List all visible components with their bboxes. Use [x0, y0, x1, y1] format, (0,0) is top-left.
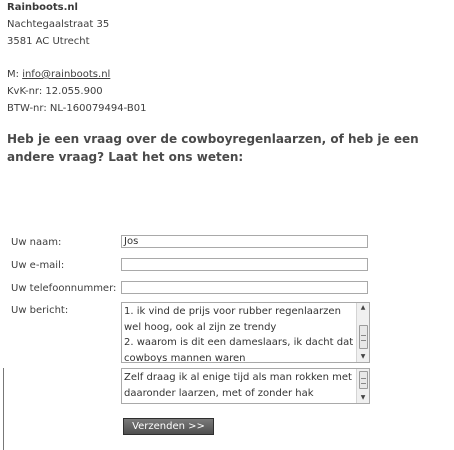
email-line	[7, 69, 110, 80]
left-divider	[3, 368, 4, 450]
extra-scroll-down-icon[interactable]: ▼	[360, 394, 366, 401]
email-link[interactable]: info@rainboots.nl	[22, 69, 111, 80]
extra-textarea[interactable]	[121, 368, 370, 404]
message-text: 1. ik vind de prijs voor rubber regenlaarzen wel hoog, ook al zijn ze trendy 2. waarom is dit een dameslaars, ik dacht dat cowboys mannen waren	[124, 306, 354, 363]
extra-scroll-thumb[interactable]	[359, 371, 368, 389]
message-textarea[interactable]	[121, 302, 370, 363]
btw-number: BTW-nr: NL-160079494-B01	[7, 103, 147, 114]
submit-button[interactable]: Verzenden >>	[123, 418, 214, 435]
contact-heading: Heb je een vraag over de cowboyregenlaarzen, of heb je een andere vraag? Laat het ons weten:	[7, 132, 419, 164]
scroll-down-icon[interactable]: ▼	[360, 353, 366, 360]
email-input[interactable]	[121, 258, 368, 271]
phone-label: Uw telefoonnummer:	[11, 283, 117, 294]
extra-text: Zelf draag ik al enige tijd als man rokken met daaronder laarzen, met of zonder hak	[124, 372, 352, 399]
phone-input[interactable]	[121, 281, 368, 294]
message-scrollbar[interactable]	[356, 303, 369, 362]
extra-scrollbar[interactable]	[356, 369, 369, 403]
name-label: Uw naam:	[11, 237, 62, 248]
company-name: Rainboots.nl	[7, 2, 78, 13]
city-address: 3581 AC Utrecht	[7, 36, 90, 47]
scroll-up-icon[interactable]: ▲	[360, 304, 366, 311]
name-input[interactable]: Jos	[121, 235, 368, 248]
street-address: Nachtegaalstraat 35	[7, 19, 110, 30]
message-label: Uw bericht:	[11, 305, 69, 316]
email-label: Uw e-mail:	[11, 260, 65, 271]
email-prefix: M:	[7, 69, 23, 80]
scroll-thumb[interactable]	[359, 325, 368, 349]
kvk-number: KvK-nr: 12.055.900	[7, 86, 103, 97]
